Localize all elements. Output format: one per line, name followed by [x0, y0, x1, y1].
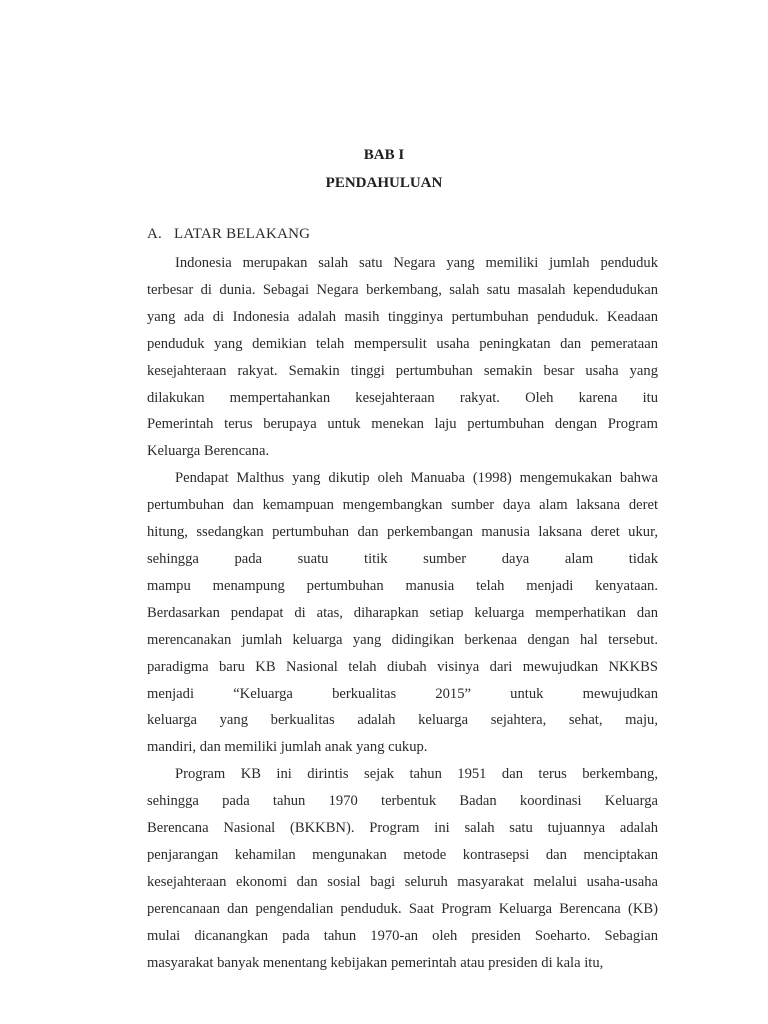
text-line: mulai dicanangkan pada tahun 1970-an oleh presiden Soeharto. Sebagian — [147, 927, 658, 944]
text-line: Berdasarkan pendapat di atas, diharapkan setiap keluarga memperhatikan dan — [147, 604, 658, 621]
text-line: perencanaan dan pengendalian penduduk. Saat Program Keluarga Berencana (KB) — [147, 900, 658, 917]
text-line: Keluarga Berencana. — [147, 443, 270, 460]
paragraph — [147, 761, 658, 976]
body-text — [147, 250, 658, 976]
text-line: Program KB ini dirintis sejak tahun 1951 dan terus berkembang, — [175, 766, 658, 783]
text-line: Berencana Nasional (BKKBN). Program ini salah satu tujuannya adalah — [147, 820, 658, 837]
text-line: sehingga pada tahun 1970 terbentuk Badan koordinasi Keluarga — [147, 793, 658, 810]
text-line: terbesar di dunia. Sebagai Negara berkembang, salah satu masalah kependudukan — [147, 281, 658, 298]
chapter-number: BAB I — [363, 147, 405, 163]
section-heading — [147, 226, 310, 243]
text-line: Pemerintah terus berupaya untuk menekan laju pertumbuhan dengan Program — [147, 416, 658, 433]
text-line: sehingga pada suatu titik sumber daya alam tidak — [147, 550, 658, 567]
text-line: mampu menampung pertumbuhan manusia telah menjadi kenyataan. — [147, 577, 658, 594]
text-line: hitung, ssedangkan pertumbuhan dan perkembangan manusia laksana deret ukur, — [147, 524, 658, 541]
text-line: Pendapat Malthus yang dikutip oleh Manuaba (1998) mengemukakan bahwa — [175, 470, 658, 487]
chapter-title: PENDAHULUAN — [325, 175, 443, 191]
text-line: keluarga yang berkualitas adalah keluarga sejahtera, sehat, maju, — [147, 712, 658, 729]
text-line: pertumbuhan dan kemampuan mengembangkan sumber daya alam laksana deret — [147, 497, 658, 514]
text-line: mandiri, dan memiliki jumlah anak yang cukup. — [147, 739, 428, 756]
text-line: penduduk yang demikian telah mempersulit usaha peningkatan dan pemerataan — [147, 335, 658, 352]
text-line: dilakukan mempertahankan kesejahteraan rakyat. Oleh karena itu — [147, 389, 658, 406]
paragraph — [147, 465, 658, 761]
text-line: kesejahteraan rakyat. Semakin tinggi pertumbuhan semakin besar usaha yang — [147, 362, 658, 379]
section-title: LATAR BELAKANG — [174, 226, 311, 242]
text-line: penjarangan kehamilan mengunakan metode kontrasepsi dan menciptakan — [147, 846, 658, 863]
paragraph — [147, 250, 658, 465]
text-line: merencanakan jumlah keluarga yang didingikan berkenaa dengan hal tersebut. — [147, 631, 658, 648]
text-line: paradigma baru KB Nasional telah diubah visinya dari mewujudkan NKKBS — [147, 658, 658, 675]
section-label: A. — [147, 226, 162, 242]
text-line: yang ada di Indonesia adalah masih tingginya pertumbuhan penduduk. Keadaan — [147, 308, 658, 325]
text-line: kesejahteraan ekonomi dan sosial bagi seluruh masyarakat melalui usaha-usaha — [147, 873, 658, 890]
text-line: Indonesia merupakan salah satu Negara yang memiliki jumlah penduduk — [175, 255, 658, 271]
text-line: masyarakat banyak menentang kebijakan pemerintah atau presiden di kala itu, — [147, 954, 604, 971]
text-line: menjadi “Keluarga berkualitas 2015” untuk mewujudkan — [147, 685, 658, 702]
